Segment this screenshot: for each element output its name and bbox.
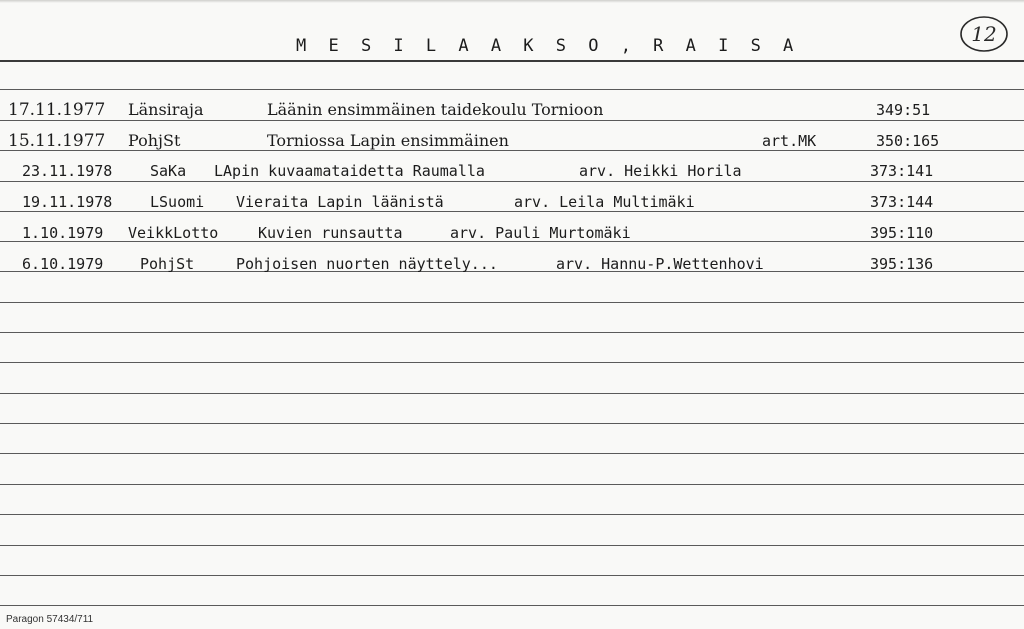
entry-date: 6.10.1979: [22, 255, 104, 273]
card-number: 12: [971, 22, 997, 46]
card-number-circle: [958, 14, 1010, 54]
entry-title: Pohjoisen nuorten näyttely...: [236, 255, 498, 273]
entry-ref: 350:165: [876, 132, 940, 150]
rule-line: [0, 362, 1024, 363]
rule-line: [0, 514, 1024, 515]
entry-source: PohjSt: [140, 255, 195, 273]
entry-row: [0, 131, 1024, 159]
entry-author: arv. Pauli Murtomäki: [450, 224, 631, 242]
entry-ref: 373:141: [870, 162, 934, 180]
entry-date: 17.11.1977: [8, 100, 106, 120]
entry-ref: 373:144: [870, 193, 934, 211]
rule-line: [0, 575, 1024, 576]
rule-line: [0, 545, 1024, 546]
entry-author: arv. Heikki Horila: [579, 162, 742, 180]
entry-author: arv. Hannu-P.Wettenhovi: [556, 255, 764, 273]
rule-line: [0, 484, 1024, 485]
entry-ref: 395:110: [870, 224, 934, 242]
rule-line: [0, 60, 1024, 62]
entry-title: Vieraita Lapin läänistä: [236, 193, 444, 211]
entry-title: LApin kuvaamataidetta Raumalla: [214, 162, 485, 180]
rule-line: [0, 302, 1024, 303]
entry-source: VeikkLotto: [128, 224, 219, 242]
entry-date: 1.10.1979: [22, 224, 104, 242]
entry-source: SaKa: [150, 162, 187, 180]
rule-line: [0, 393, 1024, 394]
rule-line: [0, 423, 1024, 424]
rule-line: [0, 332, 1024, 333]
card-heading: M E S I L A A K S O , R A I S A: [296, 36, 800, 56]
entry-row: [0, 254, 1024, 282]
rule-line: [0, 89, 1024, 90]
entry-author: art.MK: [762, 132, 817, 150]
entry-date: 23.11.1978: [22, 162, 113, 180]
entry-title: Torniossa Lapin ensimmäinen: [267, 131, 509, 150]
entry-ref: 395:136: [870, 255, 934, 273]
card-footer: Paragon 57434/711: [6, 614, 94, 625]
rule-line: [0, 605, 1024, 606]
entry-row: [0, 100, 1024, 128]
entry-row: [0, 192, 1024, 220]
entry-date: 15.11.1977: [8, 131, 106, 151]
entry-date: 19.11.1978: [22, 193, 113, 211]
card-top-edge: [0, 0, 1024, 3]
entry-title: Kuvien runsautta: [258, 224, 403, 242]
entry-source: PohjSt: [128, 131, 181, 150]
entry-author: arv. Leila Multimäki: [514, 193, 695, 211]
entry-source: LSuomi: [150, 193, 205, 211]
entry-row: [0, 223, 1024, 251]
entry-source: Länsiraja: [128, 100, 204, 119]
rule-line: [0, 453, 1024, 454]
entry-ref: 349:51: [876, 101, 931, 119]
entry-row: [0, 161, 1024, 189]
entry-title: Läänin ensimmäinen taidekoulu Tornioon: [267, 100, 604, 119]
